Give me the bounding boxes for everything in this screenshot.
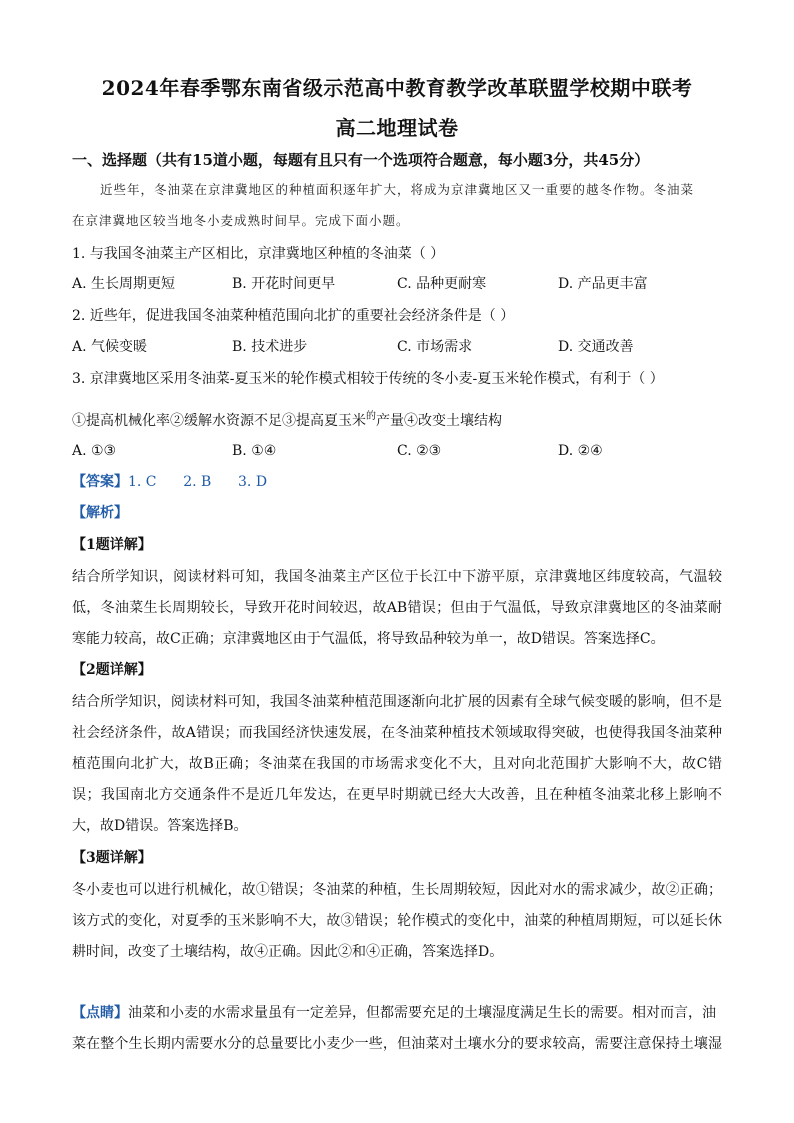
analysis-q1-line-3: 寒能力较高，故C正确；京津冀地区由于气温低，将导致品种较为单一，故D错误。答案选择C。 — [72, 631, 665, 647]
tip-line-2: 菜在整个生长期内需要水分的总量要比小麦少一些，但油菜对土壤水分的要求较高，需要注意保持土壤湿 — [72, 1036, 722, 1052]
intro-line-1: 近些年，冬油菜在京津冀地区的种植面积逐年扩大，将成为京津冀地区又一重要的越冬作物。冬油菜 — [100, 182, 695, 197]
tip-label: 【点睛】 — [72, 1005, 128, 1021]
exam-title: 2024年春季鄂东南省级示范高中教育教学改革联盟学校期中联考 — [101, 76, 693, 100]
question-1-stem: 1. 与我国冬油菜主产区相比，京津冀地区种植的冬油菜（ ） — [72, 246, 445, 262]
analysis-q2-line-5: 大，故D错误。答案选择B。 — [72, 818, 248, 834]
analysis-q2-line-1: 结合所学知识，阅读材料可知，我国冬油菜种植范围逐渐向北扩展的因素有全球气候变暖的影响，但不是 — [72, 694, 722, 710]
intro-line-2: 在京津冀地区较当地冬小麦成熟时间早。完成下面小题。 — [72, 213, 410, 228]
question-1-option-d[interactable]: D. 产品更丰富 — [558, 276, 648, 292]
analysis-q1-line-1: 结合所学知识，阅读材料可知，我国冬油菜主产区位于长江中下游平原，京津冀地区纬度较高，气温较 — [72, 569, 722, 585]
analysis-q2-label: 【2题详解】 — [72, 662, 152, 678]
question-3-option-a[interactable]: A. ①③ — [72, 443, 117, 459]
question-3-stem: 3. 京津冀地区采用冬油菜-夏玉米的轮作模式相较于传统的冬小麦-夏玉米轮作模式，有利于（ ） — [72, 371, 664, 387]
tip-line-1: 油菜和小麦的水需求量虽有一定差异，但都需要充足的土壤湿度满足生长的需要。相对而言，油 — [128, 1005, 716, 1021]
analysis-q3-line-3: 耕时间，改变了土壤结构，故④正确。因此②和④正确，答案选择D。 — [72, 944, 504, 960]
question-1-option-c[interactable]: C. 品种更耐寒 — [397, 276, 487, 292]
question-1-option-b[interactable]: B. 开花时间更早 — [232, 276, 336, 292]
question-3-statements — [72, 407, 722, 431]
question-3-option-d[interactable]: D. ②④ — [558, 443, 603, 459]
answer-row — [72, 472, 722, 492]
analysis-q3-line-1: 冬小麦也可以进行机械化，故①错误；冬油菜的种植，生长周期较短，因此对水的需求减少，故②正确； — [72, 882, 722, 898]
analysis-q3-label: 【3题详解】 — [72, 850, 152, 866]
question-2-option-a[interactable]: A. 气候变暖 — [72, 339, 148, 355]
question-3-statements-part-a: ①提高机械化率②缓解水资源不足③提高夏玉米 — [72, 413, 366, 429]
analysis-q3-line-2: 该方式的变化，对夏季的玉米影响不大，故③错误；轮作模式的变化中，油菜的种植周期短，可以延长休 — [72, 913, 722, 929]
analysis-label: 【解析】 — [72, 505, 128, 521]
question-3-option-c[interactable]: C. ②③ — [397, 443, 442, 459]
answer-label: 【答案】 — [72, 474, 128, 490]
question-3-statements-part-b: 产量④改变土壤结构 — [376, 413, 502, 429]
question-2-option-b[interactable]: B. 技术进步 — [232, 339, 308, 355]
question-2-option-d[interactable]: D. 交通改善 — [558, 339, 634, 355]
analysis-q1-line-2: 低，冬油菜生长周期较长，导致开花时间较迟，故AB错误；但由于气温低，导致京津冀地区的冬油菜耐 — [72, 600, 722, 616]
analysis-q2-line-4: 误；我国南北方交通条件不是近几年发达，在更早时期就已经大大改善，且在种植冬油菜北移上影响不 — [72, 787, 722, 803]
section-heading: 一、选择题（共有15道小题，每题有且只有一个选项符合题意，每小题3分，共45分） — [72, 151, 650, 169]
question-3-statements-sup: 的 — [366, 411, 376, 422]
answer-text: 1. C 2. B 3. D — [128, 474, 268, 490]
question-2-option-c[interactable]: C. 市场需求 — [397, 339, 473, 355]
tip-row-1 — [72, 1003, 722, 1023]
analysis-q1-label: 【1题详解】 — [72, 537, 152, 553]
exam-subtitle: 高二地理试卷 — [335, 116, 459, 140]
question-1-option-a[interactable]: A. 生长周期更短 — [72, 276, 176, 292]
analysis-q2-line-2: 社会经济条件，故A错误；而我国经济快速发展，在冬油菜种植技术领域取得突破，也使得我国冬油菜种 — [72, 725, 722, 741]
analysis-q2-line-3: 植范围向北扩大，故B正确；冬油菜在我国的市场需求变化不大，且对向北范围扩大影响不大，故C错 — [72, 756, 722, 772]
question-2-stem: 2. 近些年，促进我国冬油菜种植范围向北扩的重要社会经济条件是（ ） — [72, 308, 515, 324]
question-3-option-b[interactable]: B. ①④ — [232, 443, 277, 459]
